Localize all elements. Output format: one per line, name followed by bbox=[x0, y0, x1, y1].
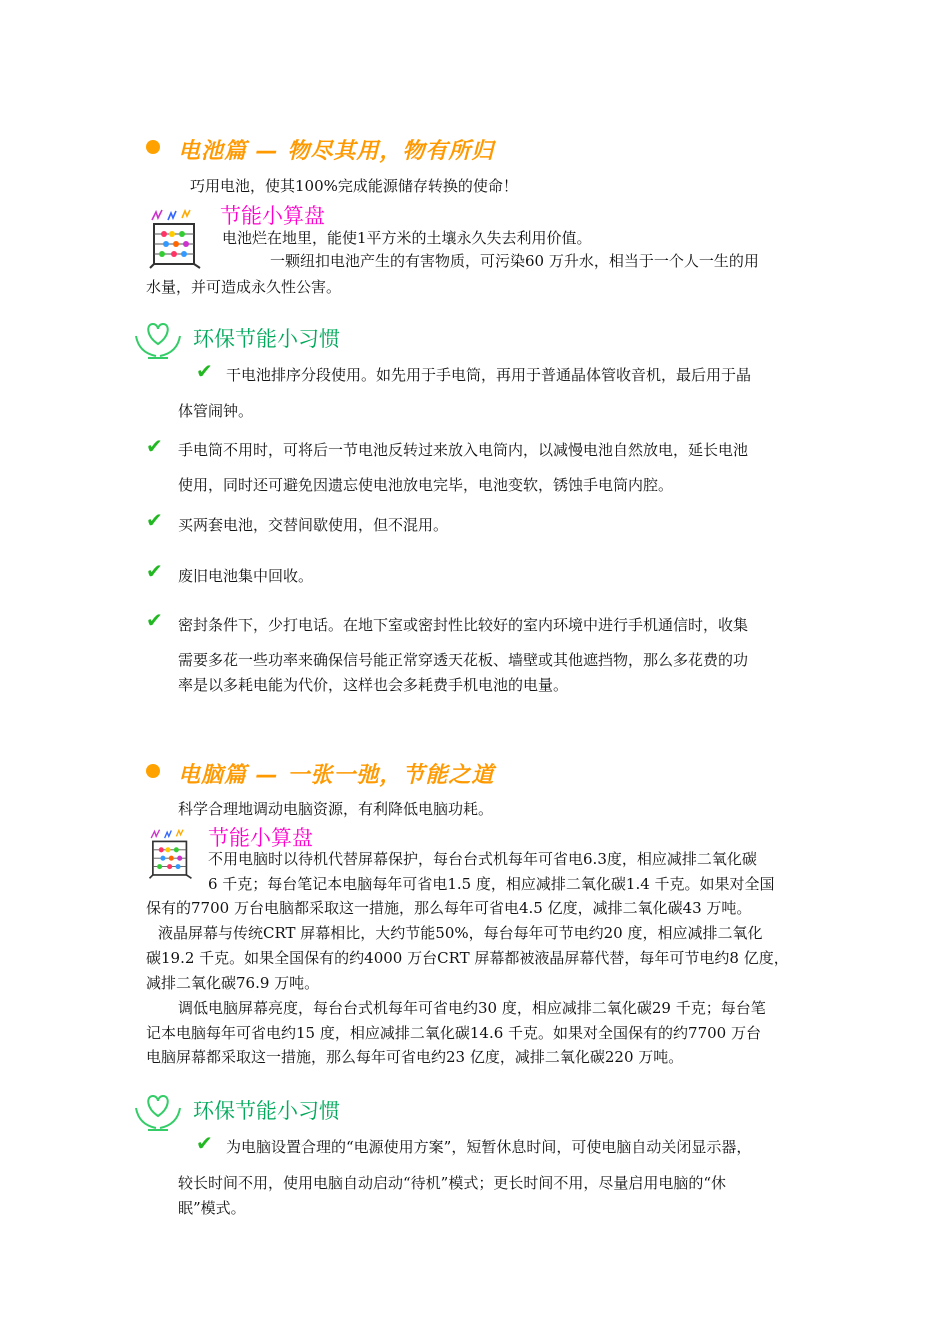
check-icon: ✔ bbox=[196, 1131, 213, 1155]
battery-calc-p2-line1: 一颗纽扣电池产生的有害物质，可污染60 万升水，相当于一个人一生的用 bbox=[270, 252, 759, 270]
computer-calc-line: 保有的7700 万台电脑都采取这一措施，那么每年可省电4.5 亿度，减排二氧化碳43 万吨。 bbox=[146, 899, 752, 917]
battery-tip-3: 买两套电池，交替间歇使用，但不混用。 bbox=[178, 516, 449, 534]
computer-calc-line: 液晶屏幕与传统CRT 屏幕相比，大约节能50%，每台每年可节电约20 度，相应减排二氧化 bbox=[158, 924, 763, 942]
battery-tip-5-line1: 密封条件下，少打电话。在地下室或密封性比较好的室内环境中进行手机通信时，收集 bbox=[178, 616, 749, 634]
calc-heading-battery: 节能小算盘 bbox=[220, 204, 325, 228]
computer-tip-line1: 为电脑设置合理的“电源使用方案”，短暂休息时间，可使电脑自动关闭显示器， bbox=[226, 1138, 752, 1156]
section-bullet-icon bbox=[146, 764, 160, 778]
computer-tip-line3: 眠”模式。 bbox=[178, 1199, 246, 1217]
computer-calc-line: 减排二氧化碳76.9 万吨。 bbox=[146, 974, 320, 992]
battery-calc-p2-line2: 水量，并可造成永久性公害。 bbox=[146, 278, 342, 296]
check-icon: ✔ bbox=[196, 359, 213, 383]
battery-calc-p1: 电池烂在地里，能使1平方米的土壤永久失去利用价值。 bbox=[222, 229, 592, 247]
computer-calc-line: 6 千克；每台笔记本电脑每年可省电1.5 度，相应减排二氧化碳1.4 千克。如果对全国 bbox=[208, 875, 775, 893]
section-title-battery: 电池篇 — 物尽其用，物有所归 bbox=[178, 139, 495, 164]
battery-tip-1-line1: 干电池排序分段使用。如先用于手电筒，再用于普通晶体管收音机，最后用于晶 bbox=[226, 366, 752, 384]
battery-tip-2-line2: 使用，同时还可避免因遗忘使电池放电完毕，电池变软，锈蚀手电筒内腔。 bbox=[178, 476, 674, 494]
battery-tip-2-line1: 手电筒不用时，可将后一节电池反转过来放入电筒内，以减慢电池自然放电，延长电池 bbox=[178, 441, 749, 459]
computer-intro: 科学合理地调动电脑资源，有利降低电脑功耗。 bbox=[178, 800, 494, 818]
section-title-computer: 电脑篇 — 一张一弛，节能之道 bbox=[178, 763, 495, 788]
heart-hands-icon bbox=[132, 318, 184, 362]
computer-tip-line2: 较长时间不用，使用电脑自动启动“待机”模式；更长时间不用，尽量启用电脑的“休 bbox=[178, 1174, 727, 1192]
computer-calc-line: 不用电脑时以待机代替屏幕保护，每台台式机每年可省电6.3度，相应减排二氧化碳 bbox=[208, 850, 757, 868]
battery-tip-5-line2: 需要多花一些功率来确保信号能正常穿透天花板、墙壁或其他遮挡物，那么多花费的功 bbox=[178, 651, 749, 669]
abacus-icon bbox=[146, 828, 200, 880]
calc-heading-computer: 节能小算盘 bbox=[208, 826, 313, 850]
computer-calc-line: 调低电脑屏幕亮度，每台台式机每年可省电约30 度，相应减排二氧化碳29 千克；每台笔 bbox=[178, 999, 766, 1017]
heart-hands-icon bbox=[132, 1090, 184, 1134]
abacus-icon bbox=[146, 208, 210, 270]
habit-heading-battery: 环保节能小习惯 bbox=[193, 327, 340, 351]
battery-tip-1-line2: 体管闹钟。 bbox=[178, 402, 254, 420]
check-icon: ✔ bbox=[146, 434, 163, 458]
habit-heading-computer: 环保节能小习惯 bbox=[193, 1099, 340, 1123]
check-icon: ✔ bbox=[146, 608, 163, 632]
computer-calc-line: 记本电脑每年可省电约15 度，相应减排二氧化碳14.6 千克。如果对全国保有的约7700 万台 bbox=[146, 1024, 761, 1042]
computer-calc-line: 电脑屏幕都采取这一措施，那么每年可省电约23 亿度，减排二氧化碳220 万吨。 bbox=[146, 1048, 684, 1066]
section-bullet-icon bbox=[146, 140, 160, 154]
computer-calc-line: 碳19.2 千克。如果全国保有的约4000 万台CRT 屏幕都被液晶屏幕代替，每年可节电约8 亿度， bbox=[146, 949, 789, 967]
check-icon: ✔ bbox=[146, 508, 163, 532]
check-icon: ✔ bbox=[146, 559, 163, 583]
battery-tip-5-line3: 率是以多耗电能为代价，这样也会多耗费手机电池的电量。 bbox=[178, 676, 569, 694]
battery-intro: 巧用电池，使其100%完成能源储存转换的使命！ bbox=[190, 177, 518, 195]
battery-tip-4: 废旧电池集中回收。 bbox=[178, 567, 314, 585]
